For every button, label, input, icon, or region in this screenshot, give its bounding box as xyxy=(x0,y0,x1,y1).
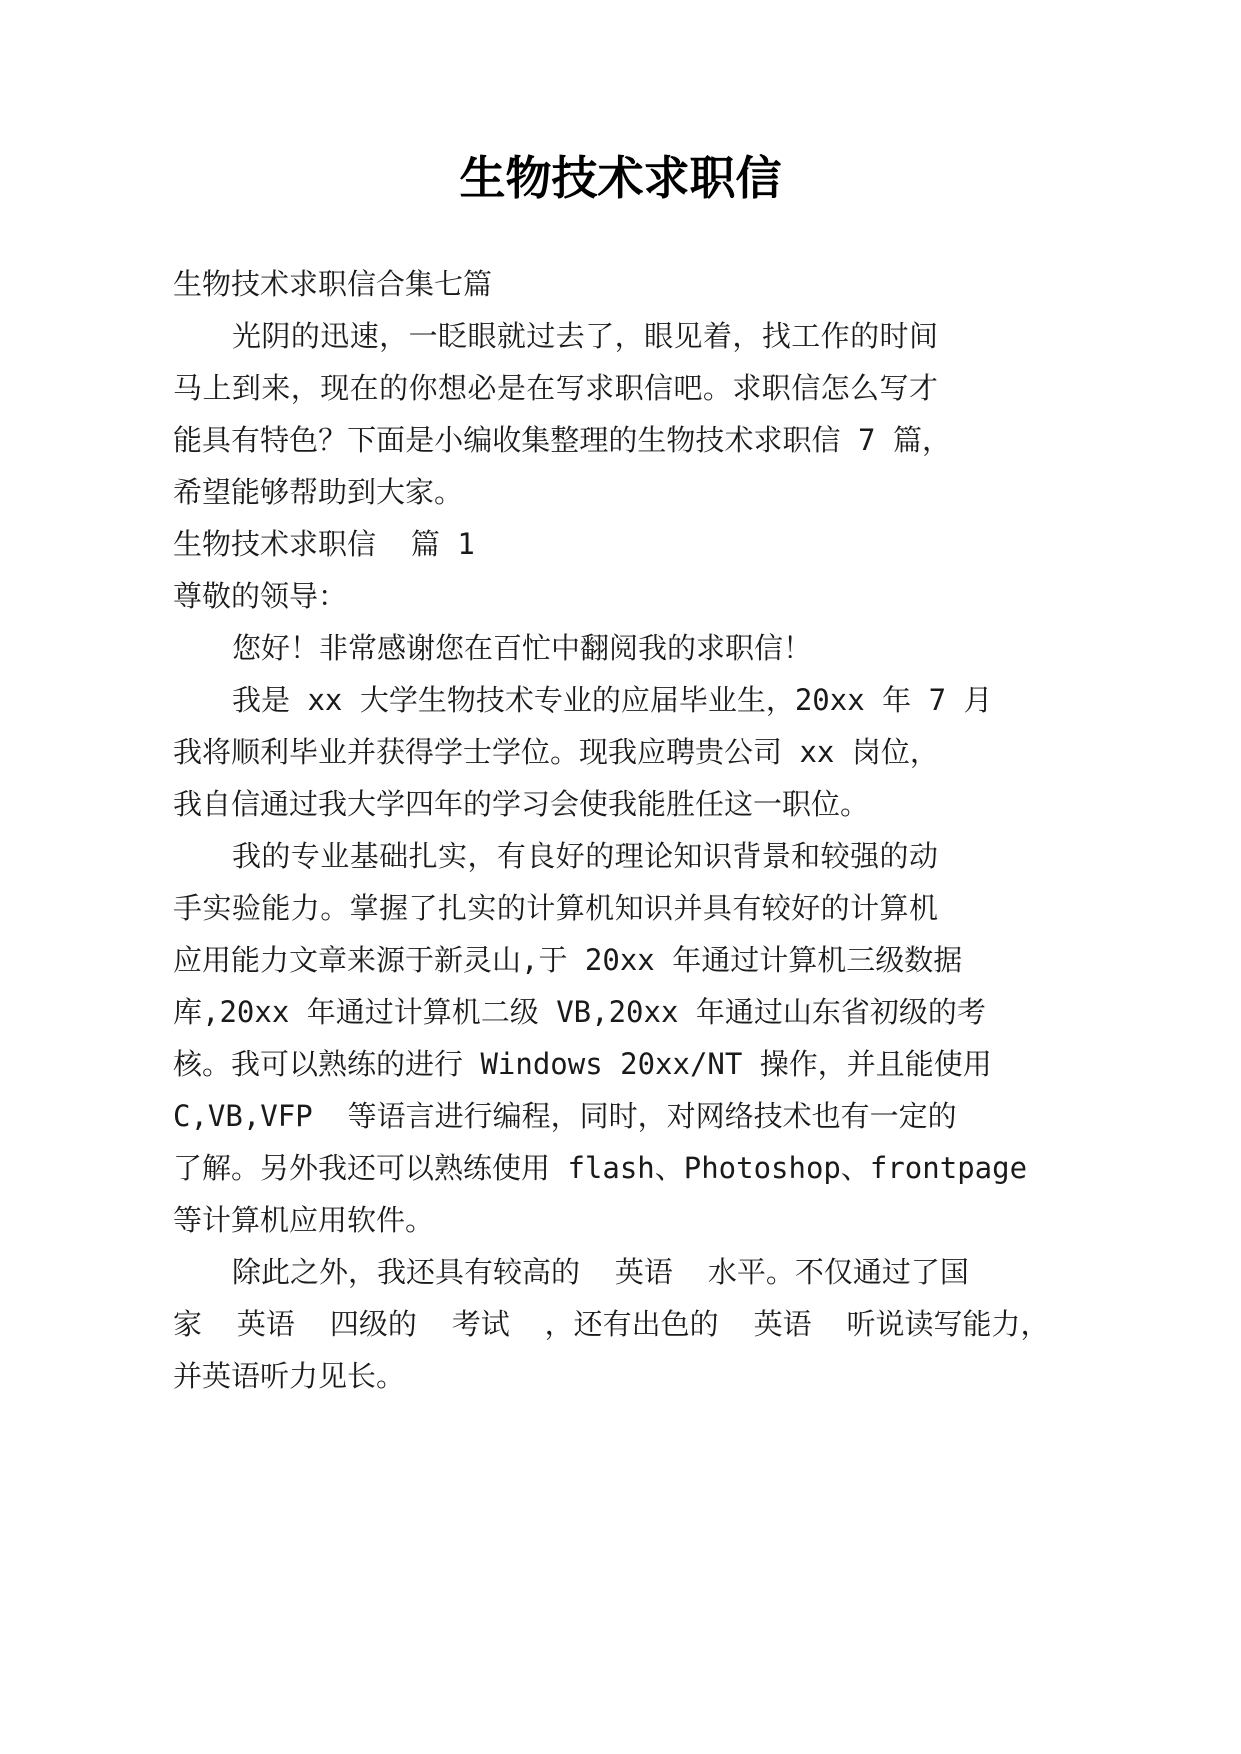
para3-line-3: 并英语听力见长。 xyxy=(173,1359,406,1393)
para2-line-8: 等计算机应用软件。 xyxy=(173,1203,435,1237)
para1-line-1: 我是 xx 大学生物技术专业的应届毕业生，20xx 年 7 月 xyxy=(232,683,993,717)
section-heading: 生物技术求职信 篇 1 xyxy=(173,527,475,561)
document-title: 生物技术求职信 xyxy=(459,151,782,205)
para2-line-3: 应用能力文章来源于新灵山,于 20xx 年通过计算机三级数据 xyxy=(173,943,963,977)
para2-line-2: 手实验能力。掌握了扎实的计算机知识并具有较好的计算机 xyxy=(173,891,938,925)
para3-line-2: 家 英语 四级的 考试 ，还有出色的 英语 听说读写能力， xyxy=(173,1307,1050,1341)
para1-line-2: 我将顺利毕业并获得学士学位。现我应聘贵公司 xx 岗位， xyxy=(173,735,939,769)
para2-line-6: C,VB,VFP 等语言进行编程，同时，对网络技术也有一定的 xyxy=(173,1099,957,1133)
salutation: 尊敬的领导： xyxy=(173,579,348,613)
collection-subtitle: 生物技术求职信合集七篇 xyxy=(173,267,493,301)
intro-line-2: 马上到来，现在的你想必是在写求职信吧。求职信怎么写才 xyxy=(173,371,938,405)
para2-line-5: 核。我可以熟练的进行 Windows 20xx/NT 操作，并且能使用 xyxy=(173,1047,992,1081)
para1-line-3: 我自信通过我大学四年的学习会使我能胜任这一职位。 xyxy=(173,787,870,821)
para2-line-4: 库,20xx 年通过计算机二级 VB,20xx 年通过山东省初级的考 xyxy=(173,995,986,1029)
intro-line-3: 能具有特色？下面是小编收集整理的生物技术求职信 7 篇， xyxy=(173,423,951,457)
para2-line-1: 我的专业基础扎实，有良好的理论知识背景和较强的动 xyxy=(232,839,938,873)
greeting-paragraph: 您好！非常感谢您在百忙中翻阅我的求职信！ xyxy=(232,631,813,665)
intro-line-1: 光阴的迅速，一眨眼就过去了，眼见着，找工作的时间 xyxy=(232,319,938,353)
para2-line-7: 了解。另外我还可以熟练使用 flash、Photoshop、frontpage xyxy=(173,1151,1028,1185)
para3-line-1: 除此之外，我还具有较高的 英语 水平。不仅通过了国 xyxy=(232,1255,969,1289)
intro-line-4: 希望能够帮助到大家。 xyxy=(173,475,464,509)
